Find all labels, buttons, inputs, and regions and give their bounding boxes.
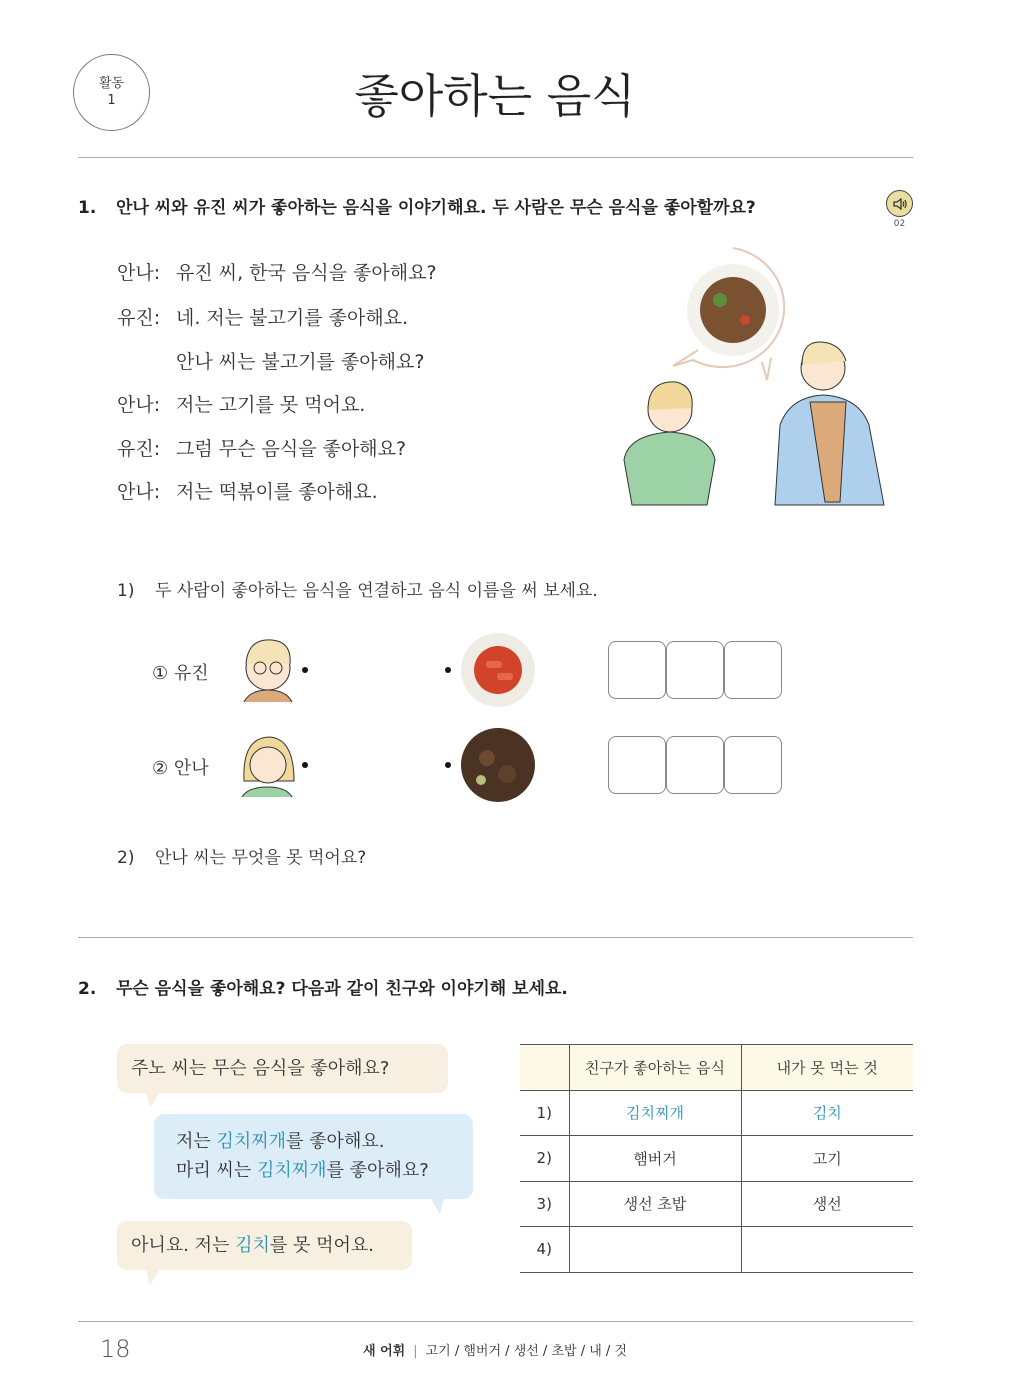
page-number: 18: [100, 1335, 131, 1363]
bubble-line: [176, 1127, 473, 1156]
vocab-label: 새 어휘: [363, 1344, 406, 1359]
answer-box[interactable]: [666, 736, 724, 794]
speaker: 안나:: [117, 394, 161, 416]
answer-box[interactable]: [608, 641, 666, 699]
highlight-word: 김치찌개: [216, 1131, 287, 1152]
row-number: 3): [520, 1181, 569, 1227]
tteokbokki-image: [461, 633, 536, 708]
line-text: 유진 씨, 한국 음식을 좋아해요?: [176, 262, 437, 284]
sub-number: 1): [117, 581, 135, 601]
divider: [78, 937, 913, 938]
audio-track-number: 02: [893, 219, 906, 229]
highlight-word: 김치찌개: [257, 1160, 327, 1181]
dialogue-line: [117, 349, 424, 375]
table-header-row: [520, 1045, 913, 1091]
speech-bubble-3: [117, 1221, 412, 1270]
speech-bubble-1: [117, 1044, 448, 1093]
audio-speaker-icon[interactable]: [886, 190, 913, 217]
bubble-tail: [430, 1198, 444, 1214]
sub-question-2: [117, 843, 366, 868]
table-row: [520, 1136, 913, 1182]
match-label-anna: ② 안나: [152, 758, 209, 779]
dialogue-line: [117, 479, 378, 505]
header-cell: 친구가 좋아하는 음식: [569, 1045, 741, 1091]
question-1: [78, 193, 756, 218]
line-text: 네. 저는 불고기를 좋아해요.: [176, 307, 409, 329]
speaker: 안나:: [117, 481, 161, 503]
sub-text: 안나 씨는 무엇을 못 먹어요?: [155, 848, 367, 868]
cell-input[interactable]: [569, 1227, 741, 1273]
line-text: 그럼 무슨 음식을 좋아해요?: [176, 438, 407, 460]
question-text: 안나 씨와 유진 씨가 좋아하는 음식을 이야기해요. 두 사람은 무슨 음식을 좋아할까요?: [116, 198, 756, 218]
row-number: 2): [520, 1136, 569, 1182]
dialogue-line: [117, 436, 406, 462]
dialogue-line: [117, 305, 408, 331]
table-row: [520, 1090, 913, 1136]
food-table: [520, 1044, 913, 1273]
question-text: 무슨 음식을 좋아해요? 다음과 같이 친구와 이야기해 보세요.: [116, 979, 568, 999]
text: 아니요. 저는: [131, 1235, 236, 1256]
cell: 햄버거: [569, 1136, 741, 1182]
cell: 생선 초밥: [569, 1181, 741, 1227]
text: 를 좋아해요.: [286, 1131, 385, 1152]
header-cell: 내가 못 먹는 것: [741, 1045, 913, 1091]
vocab-list: 고기 / 햄버거 / 생선 / 초밥 / 내 / 것: [425, 1344, 627, 1359]
match-dot[interactable]: [445, 762, 451, 768]
dialogue-line: [117, 260, 437, 286]
bubble-tail: [146, 1269, 160, 1285]
line-text: 저는 고기를 못 먹어요.: [176, 394, 366, 416]
answer-box[interactable]: [608, 736, 666, 794]
speech-bubble-2: [154, 1114, 473, 1199]
row-number: 1): [520, 1090, 569, 1136]
speaker: 유진:: [117, 438, 161, 460]
text: 저는: [176, 1131, 217, 1152]
answer-box[interactable]: [724, 736, 782, 794]
table-row: [520, 1181, 913, 1227]
anna-face-icon: [236, 731, 300, 799]
speaker: 유진:: [117, 307, 161, 329]
cell: 생선: [741, 1181, 913, 1227]
answer-box[interactable]: [666, 641, 724, 699]
match-label-yujin: ① 유진: [152, 663, 209, 684]
text: 를 좋아해요?: [326, 1160, 429, 1181]
sub-number: 2): [117, 848, 135, 868]
question-number: 2.: [78, 979, 97, 999]
footer-divider: [78, 1321, 913, 1322]
bulgogi-image: [461, 728, 536, 803]
line-text: 안나 씨는 불고기를 좋아해요?: [176, 351, 425, 373]
cell-input[interactable]: [741, 1227, 913, 1273]
badge-label: 활동: [98, 76, 125, 91]
highlight-word: 김치: [235, 1235, 270, 1256]
match-dot[interactable]: [445, 667, 451, 673]
question-number: 1.: [78, 198, 97, 218]
sub-question-1: [117, 576, 598, 601]
badge-number: 1: [107, 93, 116, 108]
new-vocab: 새 어휘 | 고기 / 햄버거 / 생선 / 초밥 / 내 / 것: [363, 1344, 627, 1359]
header-cell: [520, 1045, 569, 1091]
illustration-two-people: [610, 240, 910, 510]
page-title: 좋아하는 음식: [354, 69, 636, 123]
match-dot[interactable]: [302, 667, 308, 673]
sub-text: 두 사람이 좋아하는 음식을 연결하고 음식 이름을 써 보세요.: [155, 581, 598, 601]
text: 를 못 먹어요.: [269, 1235, 374, 1256]
divider: [78, 157, 913, 158]
yujin-face-icon: [236, 636, 300, 704]
line-text: 저는 떡볶이를 좋아해요.: [176, 481, 378, 503]
answer-box[interactable]: [724, 641, 782, 699]
bubble-text: 주노 씨는 무슨 음식을 좋아해요?: [131, 1058, 390, 1079]
text: 마리 씨는: [176, 1160, 257, 1181]
question-2: [78, 974, 568, 999]
dialogue-line: [117, 392, 365, 418]
bubble-tail: [146, 1092, 160, 1108]
table-row: [520, 1227, 913, 1273]
bubble-line: [176, 1156, 473, 1185]
cell: 고기: [741, 1136, 913, 1182]
cell: 김치찌개: [569, 1090, 741, 1136]
speaker: 안나:: [117, 262, 161, 284]
cell: 김치: [741, 1090, 913, 1136]
row-number: 4): [520, 1227, 569, 1273]
match-dot[interactable]: [302, 762, 308, 768]
